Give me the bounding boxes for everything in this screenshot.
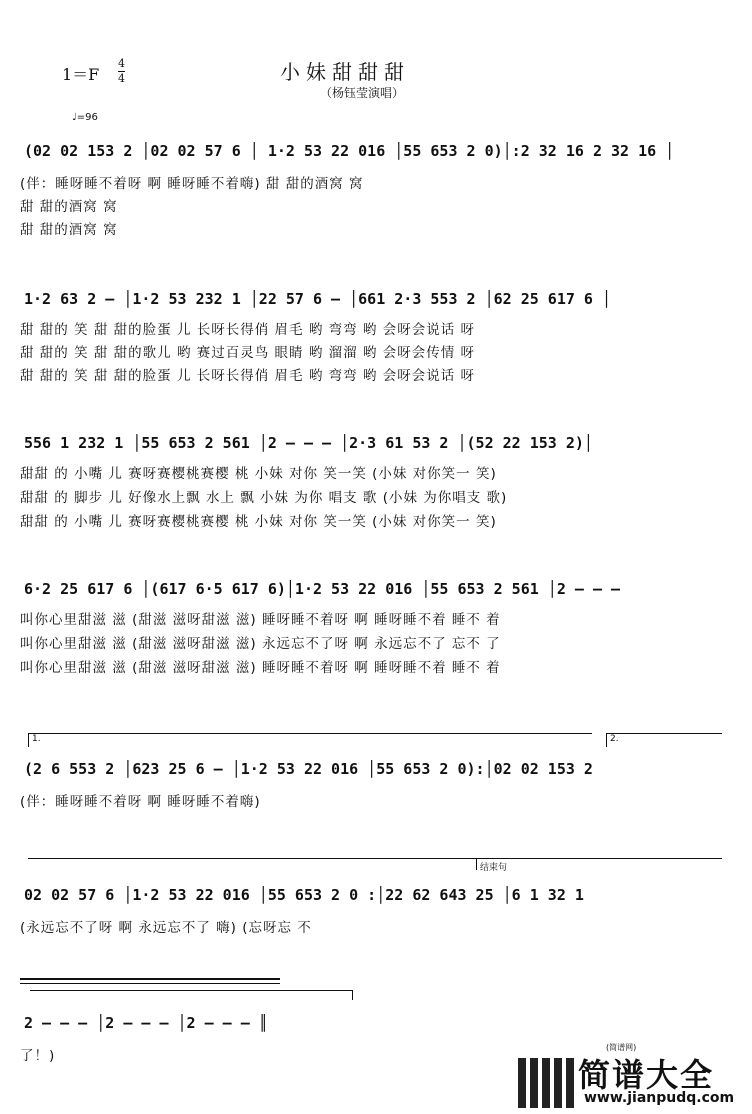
time-bottom: 4 (118, 72, 125, 85)
time-top: 4 (118, 57, 125, 70)
lyric-1-verse-1: (伴：睡呀睡不着呀 啊 睡呀睡不着嗨) 甜 甜的酒窝 窝 (20, 176, 364, 192)
key-signature: 1＝F (62, 65, 100, 84)
lyric-1-verse-2: 甜 甜的酒窝 窝 (20, 199, 118, 215)
notation-line-7: 2 – – – │2 – – – │2 – – – ║ (24, 1014, 268, 1032)
notation-line-6: 02 02 57 6 │1·2 53 22 016 │55 653 2 0 :│22 62 643 25 │6 1 32 1 (24, 886, 584, 904)
logo-url: www.jianpudq.com (584, 1090, 735, 1106)
lyric-5: (伴：睡呀睡不着呀 啊 睡呀睡不着嗨) (20, 794, 261, 810)
notation-line-2: 1·2 63 2 – │1·2 53 232 1 │22 57 6 – │661 2·3 553 2 │62 25 617 6 │ (24, 290, 611, 308)
lyric-2-verse-1: 甜 甜的 笑 甜 甜的脸蛋 儿 长呀长得俏 眉毛 哟 弯弯 哟 会呀会说话 呀 (20, 322, 475, 338)
lyric-2-verse-3: 甜 甜的 笑 甜 甜的脸蛋 儿 长呀长得俏 眉毛 哟 弯弯 哟 会呀会说话 呀 (20, 368, 475, 384)
tempo-marking: ♩=96 (72, 112, 98, 123)
logo-tag: (简谱网) (606, 1043, 637, 1052)
lyric-1-verse-3: 甜 甜的酒窝 窝 (20, 222, 118, 238)
notation-line-3: 556 1 232 1 │55 653 2 561 │2 – – – │2·3 61 53 2 │(52 22 153 2)│ (24, 434, 593, 452)
notation-line-4: 6·2 25 617 6 │(617 6·5 617 6)│1·2 53 22 016 │55 653 2 561 │2 – – – (24, 580, 621, 598)
lyric-3-verse-2: 甜甜 的 脚步 儿 好像水上飘 水上 飘 小妹 为你 唱支 歌 (小妹 为你唱支 歌) (20, 490, 508, 506)
notation-line-1: (02 02 153 2 │02 02 57 6 │ 1·2 53 22 016 │55 653 2 0)│:2 32 16 2 32 16 │ (24, 142, 675, 160)
piano-keys-icon (516, 1058, 578, 1108)
song-title: 小妹甜甜甜 (280, 60, 410, 84)
lyric-7: 了！) (20, 1048, 56, 1064)
lyric-6: (永远忘不了呀 啊 永远忘不了 嗨) (忘呀忘 不 (20, 920, 312, 936)
lyric-4-verse-1: 叫你心里甜滋 滋 (甜滋 滋呀甜滋 滋) 睡呀睡不着呀 啊 睡呀睡不着 睡不 着 (20, 612, 501, 628)
lyric-3-verse-3: 甜甜 的 小嘴 儿 赛呀赛樱桃赛樱 桃 小妹 对你 笑一笑 (小妹 对你笑一 笑) (20, 514, 497, 530)
lyric-4-verse-3: 叫你心里甜滋 滋 (甜滋 滋呀甜滋 滋) 睡呀睡不着呀 啊 睡呀睡不着 睡不 着 (20, 660, 501, 676)
volta-2-label: 2. (610, 734, 619, 744)
lyric-4-verse-2: 叫你心里甜滋 滋 (甜滋 滋呀甜滋 滋) 永远忘不了呀 啊 永远忘不了 忘不 了 (20, 636, 501, 652)
logo-text: 简谱大全 (578, 1056, 715, 1094)
singer-credit: （杨钰莹演唱） (320, 86, 405, 100)
site-logo (516, 1043, 746, 1108)
coda-label: 结束句 (480, 863, 508, 873)
volta-1-label: 1. (32, 734, 41, 744)
lyric-3-verse-1: 甜甜 的 小嘴 儿 赛呀赛樱桃赛樱 桃 小妹 对你 笑一笑 (小妹 对你笑一 笑) (20, 466, 497, 482)
lyric-2-verse-2: 甜 甜的 笑 甜 甜的歌儿 哟 赛过百灵鸟 眼睛 哟 溜溜 哟 会呀会传情 呀 (20, 345, 475, 361)
notation-line-5: (2 6 553 2 │623 25 6 – │1·2 53 22 016 │55 653 2 0):│02 02 153 2 (24, 760, 593, 778)
time-signature (118, 58, 125, 85)
